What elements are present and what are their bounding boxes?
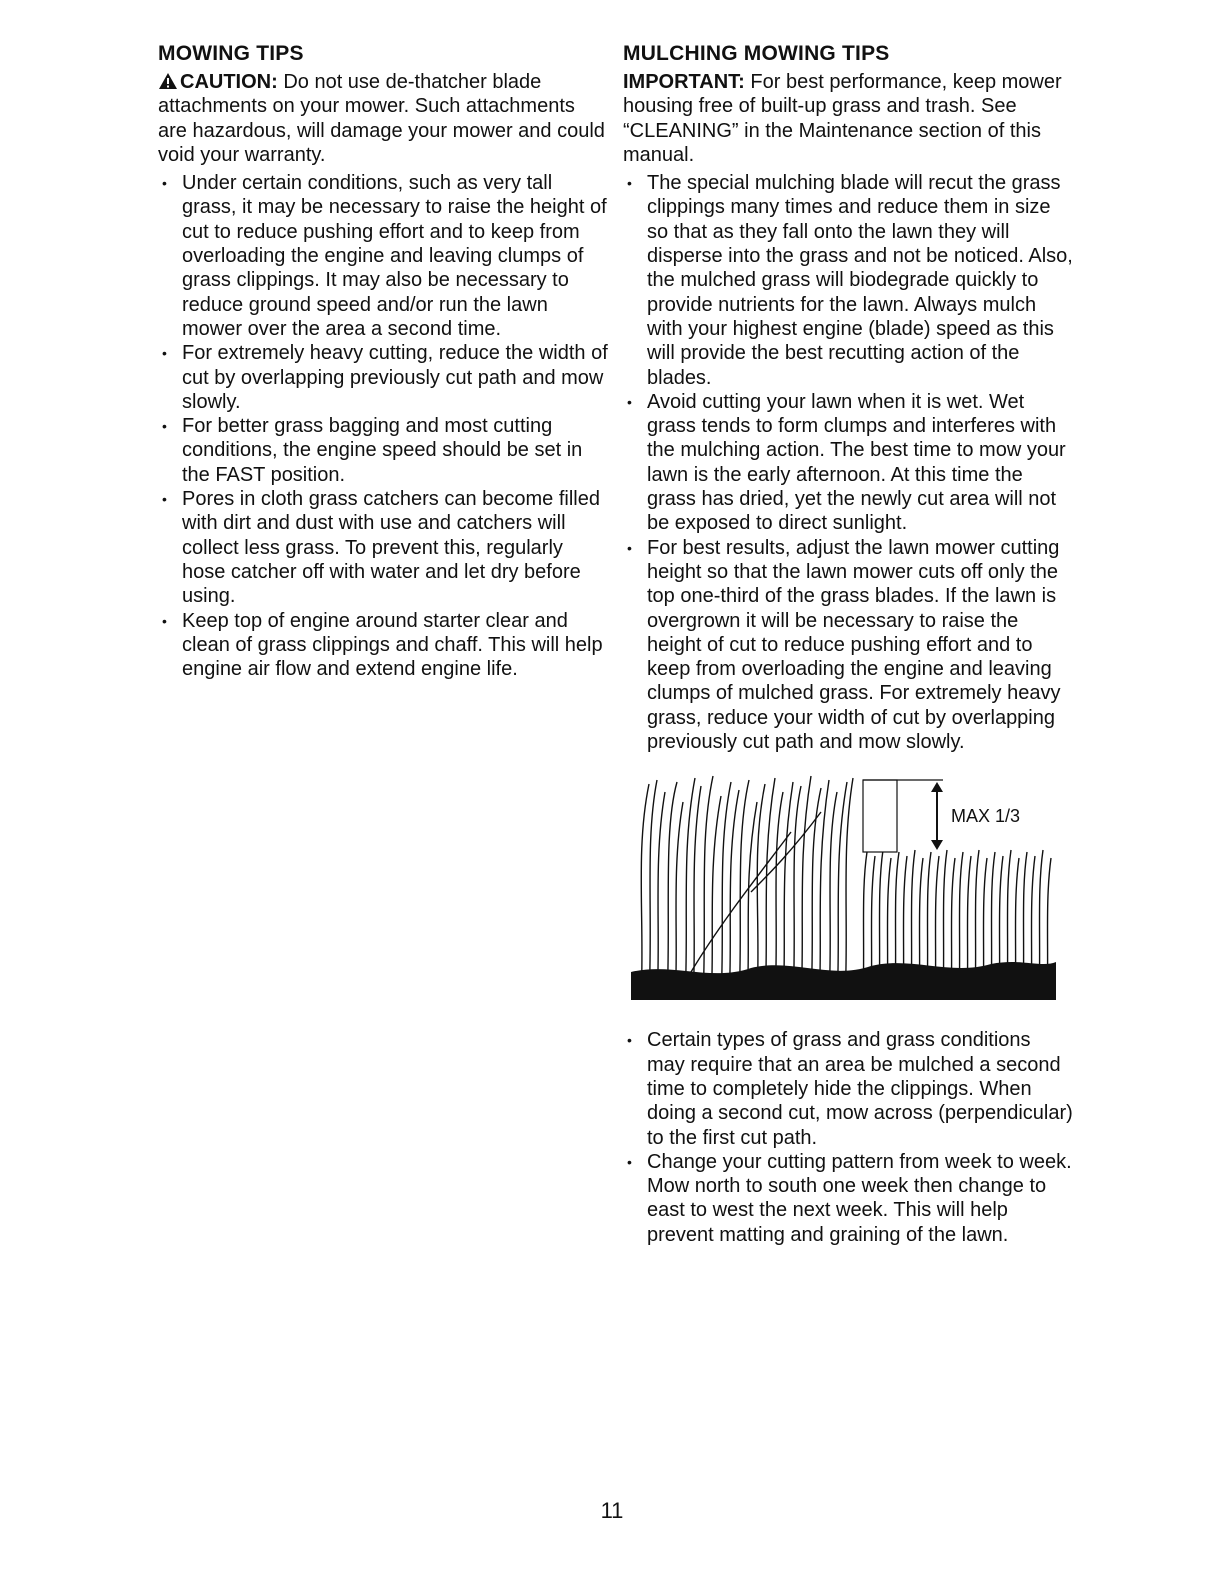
max-one-third-label: MAX 1/3 — [951, 806, 1021, 827]
important-text: For best performance, keep mower housing free of built-up grass and trash. See “CLEANING” in the Maintenance section of this manual. — [623, 71, 1062, 166]
important-paragraph — [623, 70, 1073, 167]
mulching-tips-list-continued — [623, 1028, 1073, 1247]
caution-paragraph — [158, 70, 608, 167]
warning-triangle-icon — [158, 72, 178, 90]
caution-text: Do not use de-thatcher blade attachments on your mower. Such attachments are hazardous, will damage your mower and could void your warranty. — [158, 71, 605, 166]
list-item: • Under certain conditions, such as very tall grass, it may be necessary to raise the height of cut to reduce pushing effort and to keep from overloading the engine and leaving clumps of grass clippings. It may also be necessary to reduce ground speed and/or run the lawn mower over the area a second time. — [162, 172, 607, 340]
mulching-tips-heading: MULCHING MOWING TIPS — [623, 42, 890, 65]
mowing-tips-heading: MOWING TIPS — [158, 42, 304, 65]
caution-label: CAUTION: — [180, 71, 278, 93]
list-item: • For better grass bagging and most cutting conditions, the engine speed should be set in the FAST position. — [162, 415, 583, 486]
important-label: IMPORTANT: — [623, 71, 745, 93]
list-item: • For best results, adjust the lawn mower cutting height so that the lawn mower cuts off only the top one-third of the grass blades. If the lawn is overgrown it will be necessary to raise the height of cut to reduce pushing effort and to keep from overloading the engine and leaving clumps of mulched grass. For extremely heavy grass, reduce your width of cut by overlapping previously cut path and mow slowly. — [627, 536, 1061, 754]
list-item: • For extremely heavy cutting, reduce the width of cut by overlapping previously cut path and mow slowly. — [162, 342, 608, 413]
mulching-tips-column — [623, 40, 1073, 1247]
list-item: • Pores in cloth grass catchers can become filled with dirt and dust with use and catchers will collect less grass. To prevent this, regularly hose catcher off with water and let dry before using. — [162, 488, 600, 608]
mulching-tips-list — [623, 171, 1073, 754]
list-item: • Keep top of engine around starter clear and clean of grass clippings and chaff. This will help engine air flow and extend engine life. — [162, 609, 603, 681]
list-item: • Change your cutting pattern from week to week. Mow north to south one week then change to east to west the next week. This will help prevent matting and graining of the lawn. — [627, 1150, 1072, 1246]
page-number: 11 — [600, 1498, 624, 1523]
mowing-tips-column — [158, 40, 608, 681]
list-item: • Certain types of grass and grass conditions may require that an area be mulched a second time to completely hide the clippings. When doing a second cut, mow across (perpendicular) to the first cut path. — [627, 1029, 1073, 1149]
mowing-tips-list — [158, 171, 608, 681]
grass-height-illustration — [631, 772, 1056, 1000]
list-item: • Avoid cutting your lawn when it is wet. Wet grass tends to form clumps and interferes with the mulching action. The best time to mow your lawn is the early afternoon. At this time the grass has dried, yet the newly cut area will not be exposed to direct sunlight. — [627, 390, 1066, 535]
list-item: • The special mulching blade will recut the grass clippings many times and reduce them in size so that as they fall onto the lawn they will disperse into the grass and not be noticed. Also, the mulched grass will biodegrade quickly to provide nutrients for the lawn. Always mulch with your highest engine (blade) speed as this will provide the best recutting action of the blades. — [627, 172, 1073, 389]
